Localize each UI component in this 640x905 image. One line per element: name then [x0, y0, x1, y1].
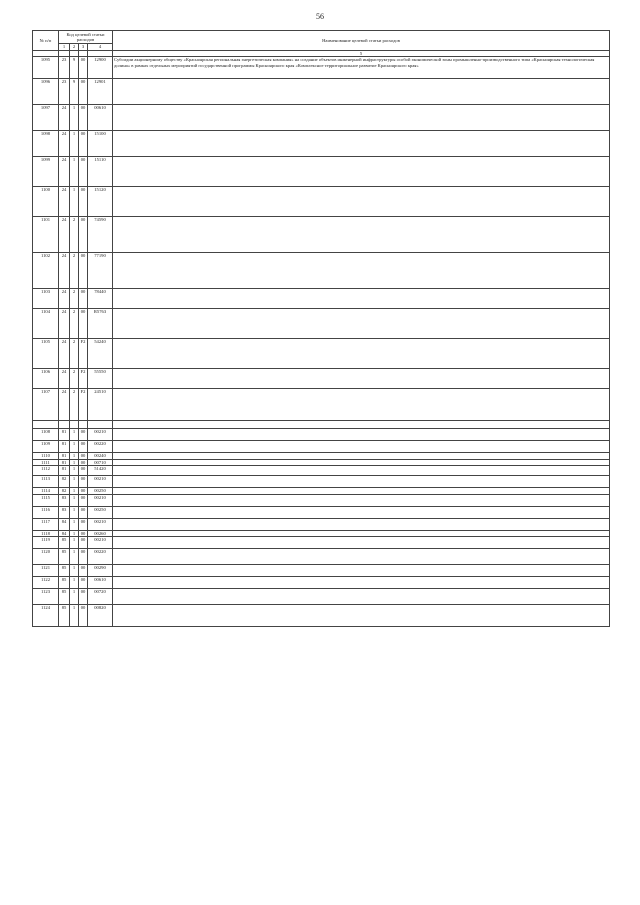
item-description [113, 309, 610, 339]
row-number: 1122 [33, 577, 59, 589]
table-row [33, 57, 610, 79]
item-description [113, 253, 610, 289]
code-part-4: 00250 [88, 488, 113, 495]
code-part-4: 55550 [88, 369, 113, 389]
table-row [33, 494, 610, 506]
code-part-4: 12901 [88, 79, 113, 105]
header-row-no: № п/п [33, 31, 59, 51]
header-col-4: 4 [88, 44, 113, 51]
table-row [33, 157, 610, 187]
code-part-4: 00210 [88, 518, 113, 530]
code-part-3: 00 [79, 530, 88, 537]
item-description [113, 605, 610, 627]
table-row [33, 187, 610, 217]
code-part-4: 00240 [88, 453, 113, 460]
code-part-1: 24 [59, 187, 70, 217]
row-number: 1124 [33, 605, 59, 627]
row-number: 1097 [33, 105, 59, 131]
row-number: 1099 [33, 157, 59, 187]
table-row [33, 506, 610, 518]
code-part-4: 00210 [88, 476, 113, 488]
code-part-4: 00820 [88, 605, 113, 627]
code-part-4: 77190 [88, 253, 113, 289]
item-description [113, 494, 610, 506]
code-part-4: 00210 [88, 537, 113, 549]
row-number: 1118 [33, 530, 59, 537]
table-row [33, 369, 610, 389]
code-part-4: 00220 [88, 441, 113, 453]
code-part-4: 00290 [88, 565, 113, 577]
code-part-2: 1 [70, 549, 79, 565]
row-number: 1096 [33, 79, 59, 105]
code-part-2: 1 [70, 605, 79, 627]
row-number: 1098 [33, 131, 59, 157]
code-part-1: 85 [59, 577, 70, 589]
code-part-2: 9 [70, 57, 79, 79]
item-description [113, 466, 610, 476]
code-part-1: 84 [59, 530, 70, 537]
code-part-3: 00 [79, 488, 88, 495]
table-row [33, 131, 610, 157]
code-part-2: 1 [70, 157, 79, 187]
code-part-3: 00 [79, 549, 88, 565]
code-part-3: 00 [79, 157, 88, 187]
code-part-3: 00 [79, 565, 88, 577]
code-part-4: 15100 [88, 131, 113, 157]
table-row [33, 466, 610, 476]
row-number: 1107 [33, 389, 59, 421]
row-number: 1119 [33, 537, 59, 549]
code-part-4: 15120 [88, 187, 113, 217]
row-number: 1123 [33, 589, 59, 605]
code-part-2: 1 [70, 589, 79, 605]
code-part-2: 1 [70, 518, 79, 530]
code-part-3: 00 [79, 289, 88, 309]
code-part-2: 1 [70, 506, 79, 518]
item-description [113, 476, 610, 488]
code-part-3: 00 [79, 79, 88, 105]
item-description [113, 506, 610, 518]
item-description [113, 105, 610, 131]
code-part-1: 24 [59, 157, 70, 187]
table-row [33, 217, 610, 253]
code-part-2: 1 [70, 441, 79, 453]
code-part-3: 00 [79, 518, 88, 530]
row-number: 1108 [33, 429, 59, 441]
code-part-1: 24 [59, 389, 70, 421]
code-part-3: 00 [79, 577, 88, 589]
row-number: 1101 [33, 217, 59, 253]
row-number: 1115 [33, 494, 59, 506]
table-row [33, 565, 610, 577]
row-number: 1112 [33, 466, 59, 476]
code-part-1: 24 [59, 105, 70, 131]
table-row [33, 577, 610, 589]
code-part-2: 1 [70, 429, 79, 441]
code-part-1: 84 [59, 518, 70, 530]
code-part-1: 85 [59, 549, 70, 565]
code-part-3: 00 [79, 253, 88, 289]
code-part-1: 85 [59, 605, 70, 627]
code-part-3: 00 [79, 105, 88, 131]
row-number: 1104 [33, 309, 59, 339]
row-number: 1113 [33, 476, 59, 488]
code-part-2: 1 [70, 105, 79, 131]
code-part-1: 85 [59, 589, 70, 605]
item-description [113, 131, 610, 157]
code-part-3: 00 [79, 605, 88, 627]
code-part-3: 00 [79, 217, 88, 253]
code-part-2: 2 [70, 389, 79, 421]
code-part-1: 83 [59, 506, 70, 518]
code-part-2: 1 [70, 537, 79, 549]
code-part-4: 00250 [88, 506, 113, 518]
item-description [113, 389, 610, 421]
code-part-2: 1 [70, 530, 79, 537]
row-number: 1116 [33, 506, 59, 518]
header-code-group: Код целевой статьи расходов [59, 31, 113, 44]
item-description [113, 157, 610, 187]
code-part-1: 85 [59, 537, 70, 549]
code-part-3: 00 [79, 506, 88, 518]
table-row [33, 389, 610, 421]
code-part-1: 82 [59, 476, 70, 488]
code-part-1: 83 [59, 494, 70, 506]
row-number: 1109 [33, 441, 59, 453]
code-part-2: 2 [70, 253, 79, 289]
item-description [113, 565, 610, 577]
table-row [33, 589, 610, 605]
code-part-4: 00610 [88, 105, 113, 131]
code-part-3: 00 [79, 589, 88, 605]
code-part-1: 23 [59, 79, 70, 105]
code-part-1: 23 [59, 57, 70, 79]
item-description [113, 441, 610, 453]
code-part-3: 00 [79, 131, 88, 157]
code-part-3: 00 [79, 476, 88, 488]
code-part-4: 74590 [88, 217, 113, 253]
code-part-3: F2 [79, 339, 88, 369]
item-description [113, 577, 610, 589]
code-part-4: 24510 [88, 389, 113, 421]
code-part-4: 00720 [88, 589, 113, 605]
table-row [33, 518, 610, 530]
table-row [33, 253, 610, 289]
item-description [113, 289, 610, 309]
item-description [113, 429, 610, 441]
item-description [113, 549, 610, 565]
table-row [33, 339, 610, 369]
code-part-3: F2 [79, 369, 88, 389]
code-part-1: 81 [59, 459, 70, 466]
code-part-2: 1 [70, 577, 79, 589]
row-number: 1121 [33, 565, 59, 577]
item-description [113, 79, 610, 105]
code-part-1: 81 [59, 441, 70, 453]
code-part-4: 00260 [88, 530, 113, 537]
page-number: 56 [316, 12, 324, 21]
row-number: 1103 [33, 289, 59, 309]
code-part-2: 1 [70, 187, 79, 217]
table-row [33, 441, 610, 453]
code-part-2: 1 [70, 565, 79, 577]
header-col-3: 3 [79, 44, 88, 51]
code-part-1: 82 [59, 488, 70, 495]
code-part-4: 00710 [88, 459, 113, 466]
code-part-3: 00 [79, 494, 88, 506]
code-part-2: 1 [70, 466, 79, 476]
item-description [113, 369, 610, 389]
code-part-2: 9 [70, 79, 79, 105]
code-part-2: 2 [70, 217, 79, 253]
header-col-5: 5 [113, 50, 610, 57]
item-description [113, 537, 610, 549]
header-name: Наименование целевой статьи расходов [113, 31, 610, 51]
code-part-2: 1 [70, 131, 79, 157]
code-part-2: 2 [70, 339, 79, 369]
code-part-1: 24 [59, 253, 70, 289]
code-part-1: 85 [59, 565, 70, 577]
code-part-1: 24 [59, 289, 70, 309]
code-part-1: 81 [59, 453, 70, 460]
item-description [113, 217, 610, 253]
table-row [33, 289, 610, 309]
code-part-3: 00 [79, 466, 88, 476]
code-part-3: 00 [79, 459, 88, 466]
item-description [113, 339, 610, 369]
item-description [113, 187, 610, 217]
code-part-4: 78440 [88, 289, 113, 309]
code-part-3: 00 [79, 441, 88, 453]
code-part-3: 00 [79, 537, 88, 549]
code-part-1: 81 [59, 466, 70, 476]
code-part-4: 00610 [88, 577, 113, 589]
row-number: 1100 [33, 187, 59, 217]
table-row [33, 79, 610, 105]
code-part-1: 24 [59, 131, 70, 157]
code-part-2: 1 [70, 488, 79, 495]
table-row [33, 537, 610, 549]
table-row [33, 429, 610, 441]
item-description: Субсидии акционерному обществу «Красноярская региональная энергетическая компания» на создание объектов инженерной инфраструктуры особой экономической зоны промышленно-производственного типа «Красноярская технологическая долина» в рамках отдельных мероприятий государственной программы Красноярского края «Комплексное территориальное развитие Красноярского края» [113, 57, 610, 79]
code-part-3: 00 [79, 453, 88, 460]
table-row [33, 549, 610, 565]
table-row [33, 605, 610, 627]
code-part-2: 2 [70, 369, 79, 389]
code-part-2: 1 [70, 476, 79, 488]
row-number: 1106 [33, 369, 59, 389]
code-part-3: F2 [79, 389, 88, 421]
item-description [113, 518, 610, 530]
table-row [33, 309, 610, 339]
code-part-4: 54240 [88, 339, 113, 369]
row-number: 1111 [33, 459, 59, 466]
table-row [33, 476, 610, 488]
code-part-4: R5763 [88, 309, 113, 339]
code-part-2: 2 [70, 309, 79, 339]
code-part-4: 00210 [88, 429, 113, 441]
code-part-4: 00220 [88, 549, 113, 565]
row-number: 1110 [33, 453, 59, 460]
row-number: 1114 [33, 488, 59, 495]
code-part-3: 00 [79, 429, 88, 441]
code-part-3: 00 [79, 309, 88, 339]
row-number: 1117 [33, 518, 59, 530]
table-row [33, 105, 610, 131]
code-part-1: 81 [59, 429, 70, 441]
code-part-4: 15110 [88, 157, 113, 187]
row-number: 1102 [33, 253, 59, 289]
row-number: 1120 [33, 549, 59, 565]
row-number: 1105 [33, 339, 59, 369]
code-part-1: 24 [59, 309, 70, 339]
header-col-1: 1 [59, 44, 70, 51]
code-part-2: 1 [70, 494, 79, 506]
code-part-3: 00 [79, 187, 88, 217]
code-part-4: 00210 [88, 494, 113, 506]
header-col-2: 2 [70, 44, 79, 51]
row-spacer [33, 421, 610, 429]
item-description [113, 589, 610, 605]
code-part-2: 1 [70, 459, 79, 466]
code-part-4: 12900 [88, 57, 113, 79]
code-part-1: 24 [59, 217, 70, 253]
code-part-4: 51420 [88, 466, 113, 476]
row-number: 1095 [33, 57, 59, 79]
code-part-2: 1 [70, 453, 79, 460]
code-part-1: 24 [59, 339, 70, 369]
code-part-2: 2 [70, 289, 79, 309]
target-items-table [32, 30, 610, 627]
code-part-3: 00 [79, 57, 88, 79]
code-part-1: 24 [59, 369, 70, 389]
header-row [33, 31, 610, 44]
